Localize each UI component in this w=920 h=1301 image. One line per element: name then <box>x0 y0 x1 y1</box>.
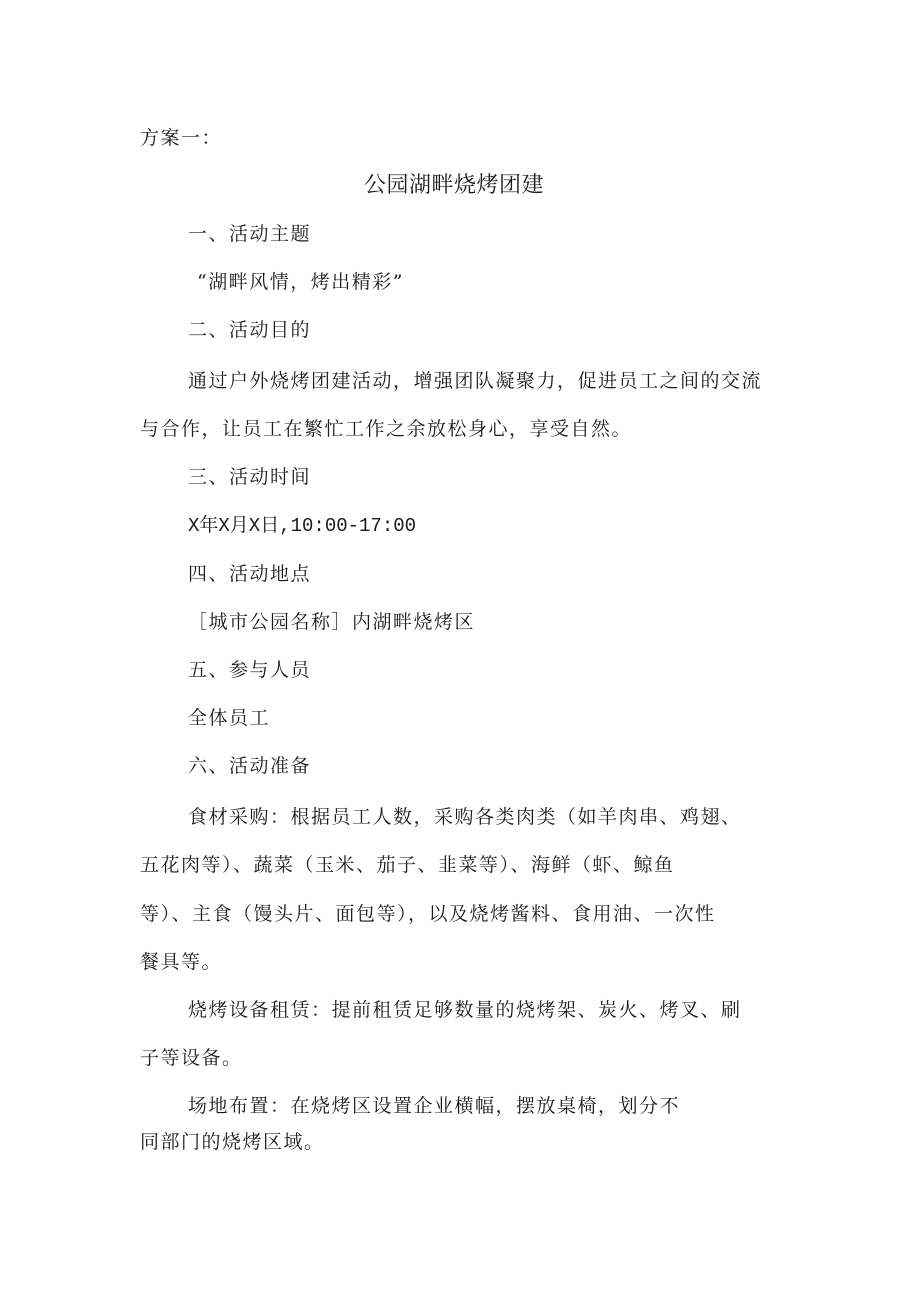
section-heading-people: 五、参与人员 <box>188 659 312 681</box>
document-title: 公园湖畔烧烤团建 <box>364 173 545 198</box>
section-heading-place: 四、活动地点 <box>188 563 312 585</box>
section-heading-prep: 六、活动准备 <box>188 755 312 777</box>
venue-line-1: 场地布置：在烧烤区设置企业横幅，摆放桌椅，划分不 <box>188 1095 681 1117</box>
section-heading-purpose: 二、活动目的 <box>188 319 312 341</box>
section-heading-theme: 一、活动主题 <box>188 223 312 245</box>
theme-text: “湖畔风情，烤出精彩” <box>197 271 404 293</box>
food-line-1: 食材采购：根据员工人数，采购各类肉类（如羊肉串、鸡翅、 <box>188 806 742 828</box>
food-line-4: 餐具等。 <box>140 951 223 973</box>
food-line-2: 五花肉等）、蔬菜（玉米、茄子、韭菜等）、海鲜（虾、鲸鱼 <box>140 854 675 876</box>
people-text: 全体员工 <box>188 707 271 729</box>
equip-line-2: 子等设备。 <box>140 1047 243 1069</box>
food-line-3: 等）、主食（馒头片、面包等），以及烧烤酱料、食用油、一次性 <box>140 903 716 925</box>
venue-line-2: 同部门的烧烤区域。 <box>140 1131 325 1153</box>
plan-label: 方案一： <box>140 127 223 149</box>
place-text: ［城市公园名称］内湖畔烧烤区 <box>188 611 476 633</box>
equip-line-1: 烧烤设备租赁：提前租赁足够数量的烧烤架、炭火、烤叉、刷 <box>188 999 742 1021</box>
time-text: X年X月X日,10:00-17:00 <box>188 515 417 537</box>
section-heading-time: 三、活动时间 <box>188 466 312 488</box>
purpose-line-1: 通过户外烧烤团建活动，增强团队凝聚力，促进员工之间的交流 <box>188 370 763 392</box>
purpose-line-2: 与合作，让员工在繁忙工作之余放松身心，享受自然。 <box>140 418 633 440</box>
